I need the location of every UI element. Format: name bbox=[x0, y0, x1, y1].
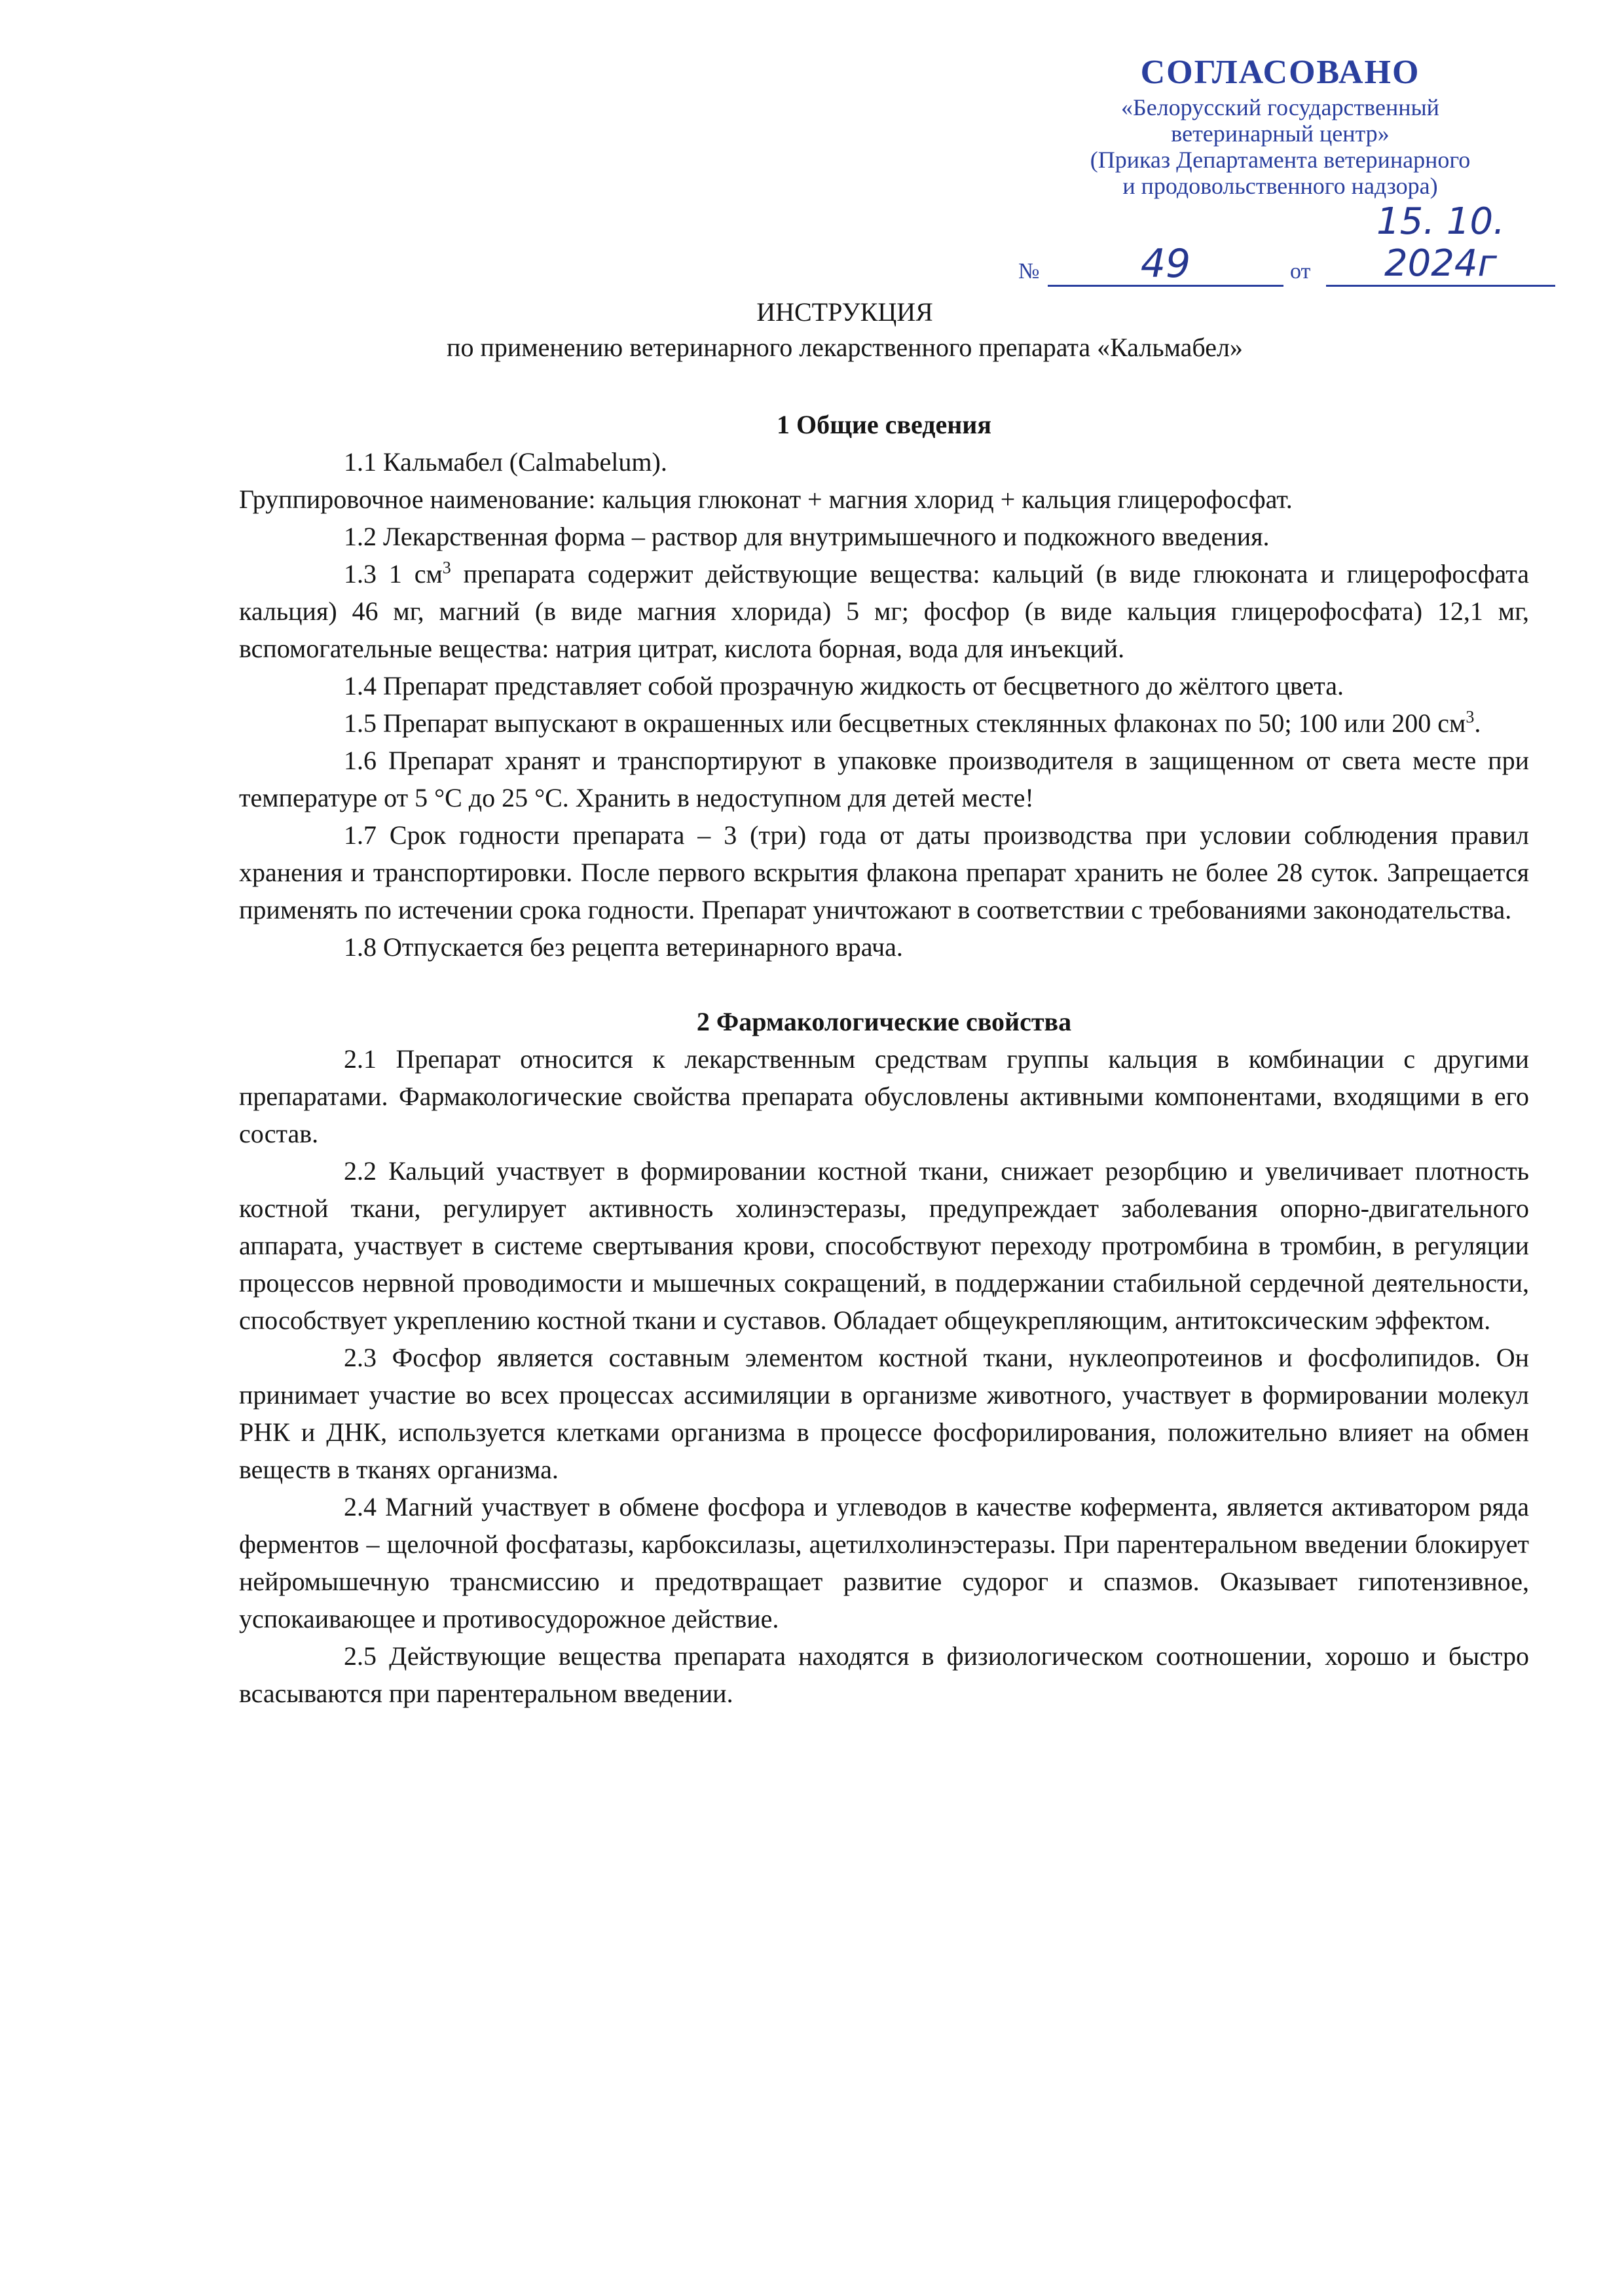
section-title: 2 Фармакологические свойства bbox=[696, 1007, 1072, 1036]
paragraph: 1.6 Препарат хранят и транспортируют в упаковке производителя в защищенном от света месте при температуре от 5 °С до 25 °С. Хранить в недоступном для детей месте! bbox=[239, 746, 1529, 812]
paragraph-text: . bbox=[1474, 708, 1481, 738]
stamp-registration bbox=[1018, 200, 1555, 293]
stamp-number-value: 49 bbox=[1048, 243, 1283, 287]
stamp-title: СОГЛАСОВАНО bbox=[1140, 54, 1420, 91]
section-gap bbox=[239, 966, 1529, 1003]
paragraph: 1.7 Срок годности препарата – 3 (три) года от даты производства при условии соблюдения правил хранения и транспортировки. После первого вскрытия флакона препарат хранить не более 28 суток. Запрещается применять по истечении срока годности. Препарат уничтожают в соответствии с требованиями законодательства. bbox=[239, 820, 1529, 924]
stamp-date-label: от bbox=[1290, 259, 1311, 283]
section-title: 1 Общие сведения bbox=[777, 410, 991, 439]
paragraph-text: 1.5 Препарат выпускают в окрашенных или бесцветных стеклянных флаконах по 50; 100 или 200 см bbox=[344, 708, 1466, 738]
paragraph-text: препарата содержит действующие вещества: кальций (в виде глюконата и глицерофосфата кальция) 46 мг, магний (в виде магния хлорида) 5 мг; фосфор (в виде кальция глицерофосфата) 12,1 мг, вспомогательные вещества: натрия цитрат, кислота борная, вода для инъекций. bbox=[239, 559, 1529, 663]
document-subtitle: по применению ветеринарного лекарственного препарата «Кальмабел» bbox=[447, 333, 1243, 362]
paragraph bbox=[239, 704, 1529, 742]
stamp-date-value: 15. 10. 2024г bbox=[1326, 201, 1555, 287]
paragraph-text: 1.3 1 см bbox=[344, 559, 443, 589]
approval-stamp bbox=[1018, 51, 1542, 287]
stamp-number-label: № bbox=[1018, 259, 1040, 283]
paragraph: 1.2 Лекарственная форма – раствор для внутримышечного и подкожного введения. bbox=[344, 522, 1270, 551]
stamp-line: (Приказ Департамента ветеринарного bbox=[1090, 147, 1471, 173]
paragraph: 1.4 Препарат представляет собой прозрачную жидкость от бесцветного до жёлтого цвета. bbox=[344, 671, 1344, 701]
paragraph: 2.5 Действующие вещества препарата находятся в физиологическом соотношении, хорошо и быстро всасываются при парентеральном введении. bbox=[239, 1641, 1529, 1708]
stamp-line: ветеринарный центр» bbox=[1171, 120, 1390, 147]
paragraph: 1.1 Кальмабел (Calmabelum). bbox=[344, 447, 667, 477]
paragraph: 2.1 Препарат относится к лекарственным средствам группы кальция в комбинации с другими препаратами. Фармакологические свойства препарата обусловлены активными компонентами, входящими в его состав. bbox=[239, 1044, 1529, 1148]
document-heading bbox=[196, 295, 1493, 365]
paragraph: 2.2 Кальций участвует в формировании костной ткани, снижает резорбцию и увеличивает плотность костной ткани, регулирует активность холинэстеразы, предупреждает заболевания опорно-двигательного аппарата, участвует в системе свертывания крови, способствуют переходу протромбина в тромбин, в регуляции процессов нервной проводимости и мышечных сокращений, в поддержании стабильной сердечной деятельности, способствует укреплению костной ткани и суставов. Обладает общеукрепляющим, антитоксическим эффектом. bbox=[239, 1156, 1529, 1335]
paragraph: 2.4 Магний участвует в обмене фосфора и углеводов в качестве кофермента, является активатором ряда ферментов – щелочной фосфатазы, карбоксилазы, ацетилхолинэстеразы. При парентеральном введении блокирует нейромышечную трансмиссию и предотвращает развитие судорог и спазмов. Оказывает гипотензивное, успокаивающее и противосудорожное действие. bbox=[239, 1492, 1529, 1633]
document-body bbox=[239, 406, 1529, 1712]
document-title: ИНСТРУКЦИЯ bbox=[756, 297, 933, 327]
paragraph: 2.3 Фосфор является составным элементом костной ткани, нуклеопротеинов и фосфолипидов. Он принимает участие во всех процессах ассимиляции в организме животного, участвует в формировании молекул РНК и ДНК, используется клетками организма в процессе фосфорилирования, положительно влияет на обмен веществ в тканях организма. bbox=[239, 1343, 1529, 1484]
paragraph: 1.8 Отпускается без рецепта ветеринарного врача. bbox=[344, 932, 903, 962]
superscript: 3 bbox=[1466, 707, 1475, 727]
superscript: 3 bbox=[442, 558, 451, 577]
paragraph: Группировочное наименование: кальция глюконат + магния хлорид + кальция глицерофосфат. bbox=[239, 484, 1293, 514]
stamp-line: и продовольственного надзора) bbox=[1122, 173, 1438, 199]
paragraph bbox=[239, 555, 1529, 667]
stamp-line: «Белорусский государственный bbox=[1121, 94, 1439, 120]
